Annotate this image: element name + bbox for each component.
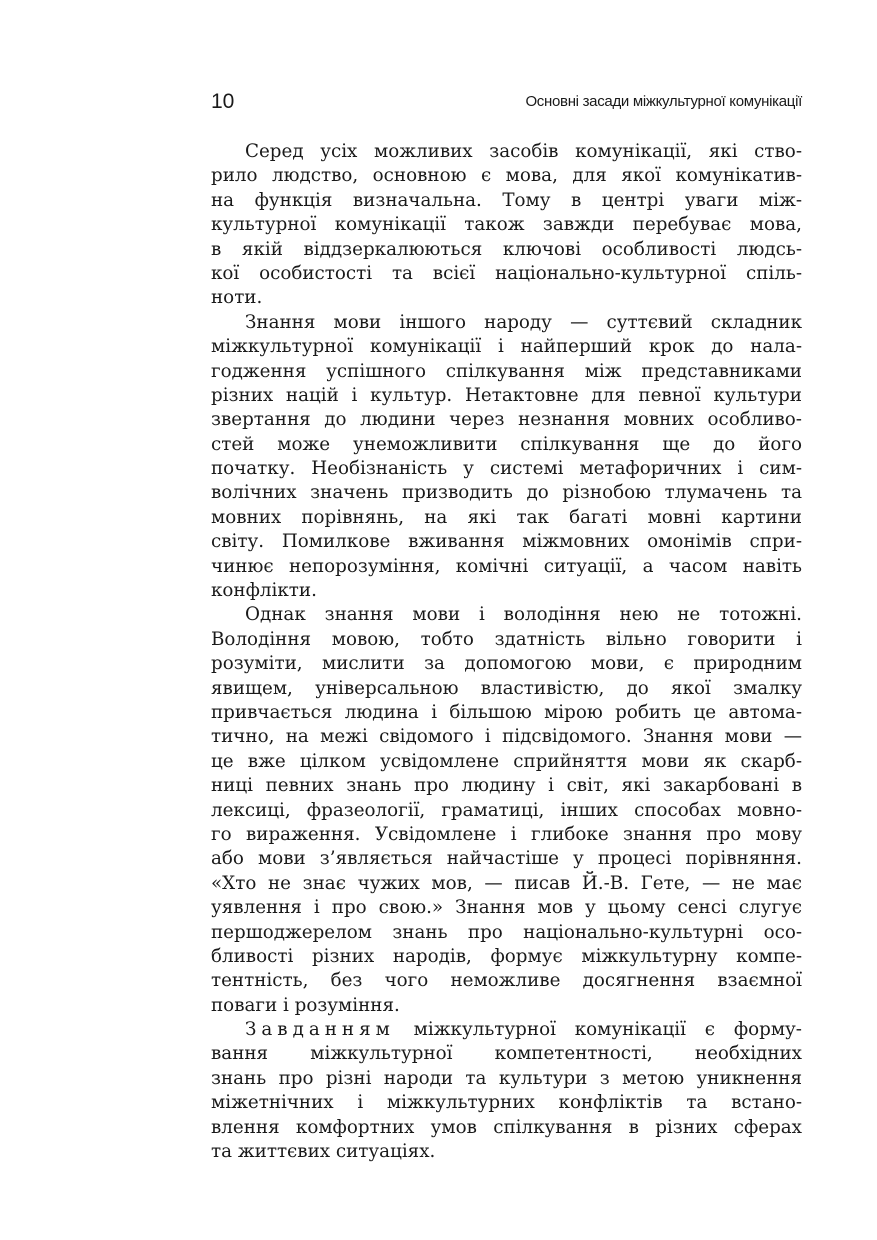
text-line: чинює непорозуміння, комічні ситуації, а часом навіть (211, 555, 802, 577)
text-line: Серед усіх можливих засобів комунікації, які ство- (245, 141, 802, 162)
text-line: «Хто не знає чужих мов, — писав Й.-В. Гете, — не має (211, 872, 802, 894)
text-line: волічних значень призводить до різнобою тлумачень та (211, 482, 802, 504)
text-line: лексиці, фразеології, граматиці, інших способах мовно- (211, 799, 802, 821)
text-line: в якій віддзеркалюються ключові особливості людсь- (211, 238, 802, 260)
text-line: це вже цілком усвідомлене сприйняття мови як скарб- (211, 750, 802, 772)
text-line: ниці певних знань про людину і світ, які закарбовані в (211, 775, 802, 797)
text-line: Однак знання мови і володіння нею не тотожні. (245, 604, 802, 626)
paragraph-4 (211, 1018, 802, 1164)
text-line: бливості різних народів, формує міжкультурну компе- (211, 945, 802, 967)
text-line: міжкультурної комунікації і найперший крок до нала- (211, 336, 802, 358)
text-line: або мови з’являється найчастіше у процесі порівняння. (211, 848, 802, 870)
text-line: уявлення і про свою.» Знання мов у цьому сенсі слугує (211, 897, 802, 919)
text-line: культурної комунікації також завжди перебуває мова, (211, 214, 802, 236)
page-number: 10 (211, 90, 235, 113)
text-line: поваги і розуміння. (211, 994, 400, 1016)
text-line: міжетнічних і міжкультурних конфліктів та встано- (211, 1092, 802, 1114)
text-line: конфлікти. (211, 580, 317, 602)
text-line: привчається людина і більшою мірою робить це автома- (211, 701, 802, 723)
text-line: першоджерелом знань про національно-культурні осо- (211, 921, 802, 943)
text-line (211, 1018, 802, 1042)
text-line: Знання мови іншого народу — суттєвий складник (245, 311, 802, 333)
text-line: влення комфортних умов спілкування в різних сферах (211, 1116, 802, 1138)
running-title: Основні засади міжкультурної комунікації (525, 93, 802, 110)
text-line: вання міжкультурної компетентності, необхідних (211, 1043, 802, 1065)
text-line: кої особистості та всієї національно-культурної спіль- (211, 262, 802, 284)
text-line: стей може унеможливити спілкування ще до його (211, 433, 802, 455)
paragraph-3 (211, 603, 802, 1018)
text-line: різних націй і культур. Нетактовне для певної культури (211, 384, 802, 406)
text-segment: міжкультурної комунікації є форму- (394, 1019, 802, 1041)
text-line: звертання до людини через незнання мовних особливо- (211, 409, 802, 431)
text-line: та життєвих ситуаціях. (211, 1141, 436, 1163)
text-line: явищем, універсальною властивістю, до якої змалку (211, 677, 802, 699)
text-line: рило людство, основною є мова, для якої комунікатив- (211, 165, 802, 187)
text-line: знань про різні народи та культури з метою уникнення (211, 1067, 802, 1089)
text-line: Володіння мовою, тобто здатність вільно говорити і (211, 628, 802, 650)
text-line: світу. Помилкове вживання міжмовних омонімів спри- (211, 531, 802, 553)
text-line: на функція визначальна. Тому в центрі уваги між- (211, 189, 802, 211)
text-line: го вираження. Усвідомлене і глибоке знання про мову (211, 823, 802, 845)
paragraph-1 (211, 140, 802, 311)
text-line: розуміти, мислити за допомогою мови, є природним (211, 653, 802, 675)
text-line: тично, на межі свідомого і підсвідомого. Знання мови — (211, 726, 802, 748)
page-header (211, 88, 802, 116)
emphasis-word: Завданням (245, 1019, 395, 1041)
paragraph-2 (211, 311, 802, 604)
text-line: годження успішного спілкування між представниками (211, 360, 802, 382)
text-line: початку. Необізнаність у системі метафоричних і сим- (211, 458, 802, 480)
body-text (211, 140, 802, 1164)
text-line: тентність, без чого неможливе досягнення взаємної (211, 970, 802, 992)
text-line: мовних порівнянь, на які так багаті мовні картини (211, 506, 802, 528)
text-line: ноти. (211, 287, 263, 309)
